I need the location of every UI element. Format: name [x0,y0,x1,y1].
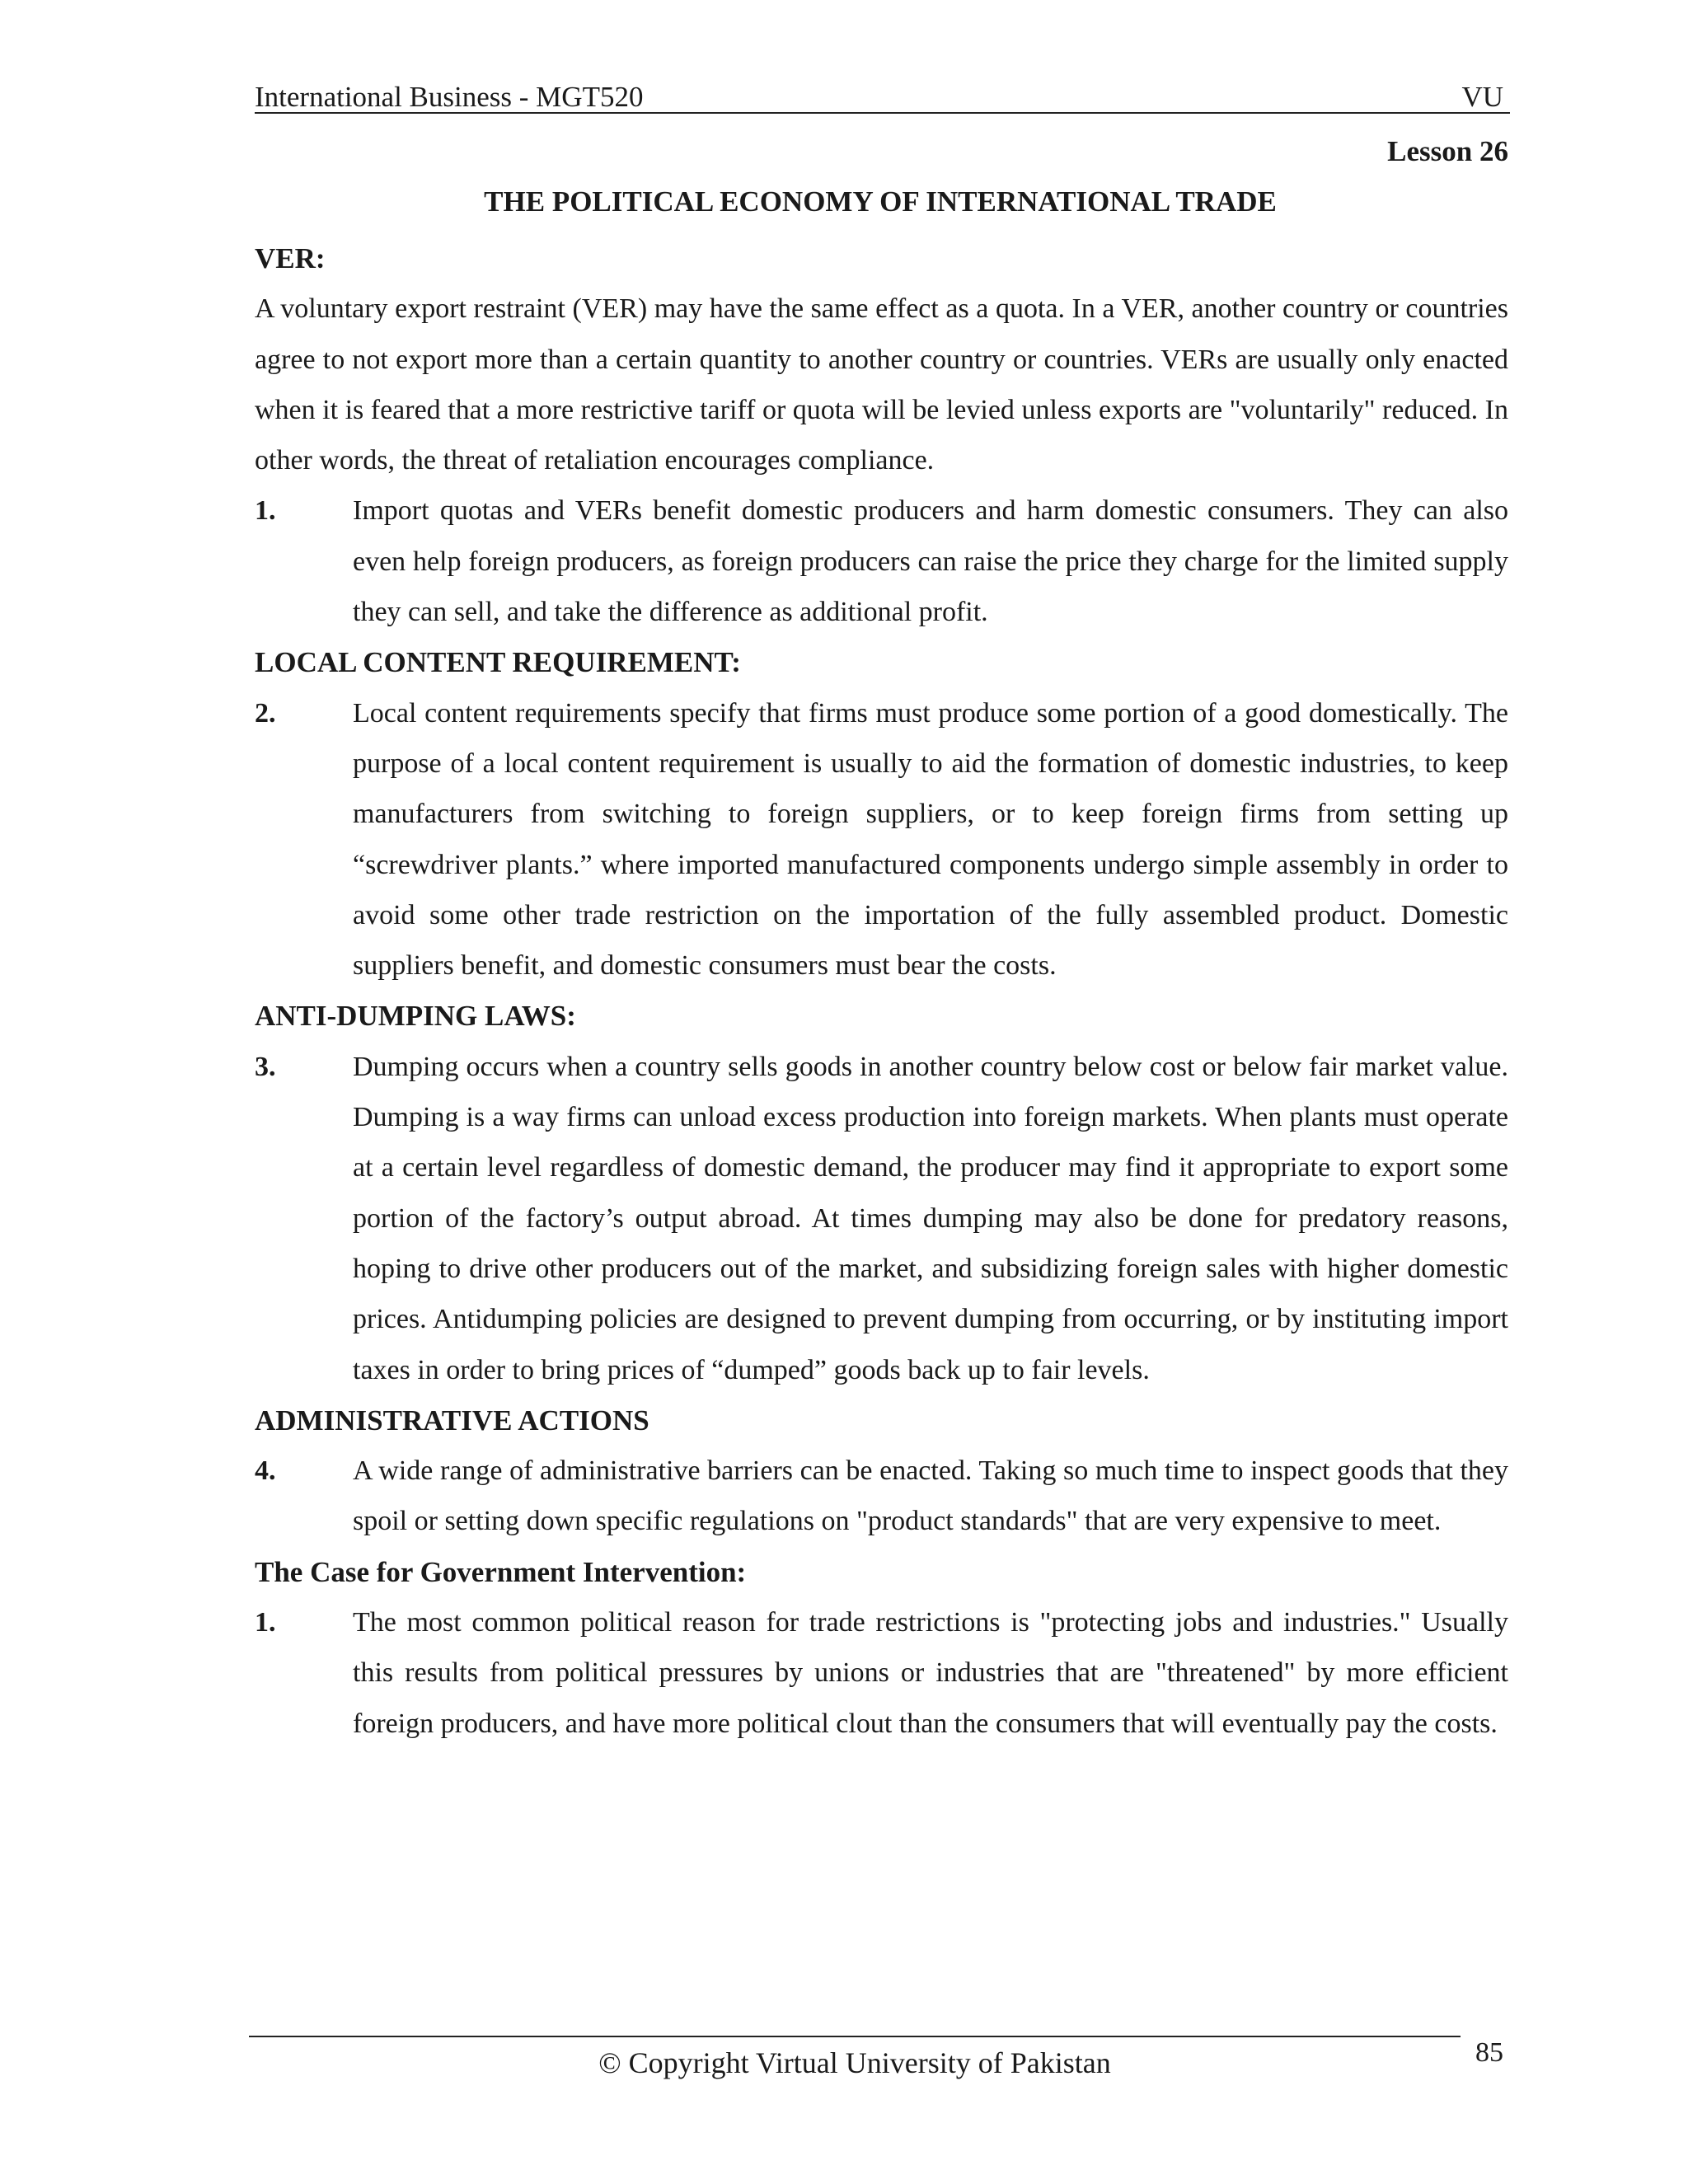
item-text: Dumping occurs when a country sells goods in another country below cost or below fair market value. Dumping is a way firms can unload excess production into foreign markets. When plants must operate at a certain level regardless of domestic demand, the producer may find it appropriate to export some portion of the factory’s output abroad. At times dumping may also be done for predatory reasons, hoping to drive other producers out of the market, and subsidizing foreign sales with higher domestic prices. Antidumping policies are designed to prevent dumping from occurring, or by instituting import taxes in order to bring prices of “dumped” goods back up to fair levels. [353,1051,1508,1385]
item-number: 4. [255,1455,276,1487]
item-text: The most common political reason for trade restrictions is "protecting jobs and industries." Usually this results from political pressures by unions or industries that are "threatened" by more efficient foreign producers, and have more political clout than the consumers that will eventually pay the costs. [353,1607,1508,1739]
item-number: 1. [255,495,276,527]
section-heading-government-intervention: The Case for Government Intervention: [255,1555,747,1588]
list-item [255,485,1508,637]
footer-divider [249,2036,1461,2037]
item-text: Import quotas and VERs benefit domestic producers and harm domestic consumers. They can also even help foreign producers, as foreign producers can raise the price they charge for the limited supply they can sell, and take the difference as additional profit. [353,495,1508,628]
page-title: THE POLITICAL ECONOMY OF INTERNATIONAL TRADE [484,185,1277,218]
item-number: 3. [255,1051,276,1082]
institution-code: VU [1461,81,1503,113]
item-text: Local content requirements specify that firms must produce some portion of a good domestically. The purpose of a local content requirement is usually to aid the formation of domestic industries, to keep manufacturers from switching to foreign suppliers, or to keep foreign firms from setting up “screwdriver plants.” where imported manufactured components undergo simple assembly in order to avoid some other trade restriction on the importation of the fully assembled product. Domestic suppliers benefit, and domestic consumers must bear the costs. [353,697,1508,982]
document-body [255,233,1508,1749]
list-item [255,688,1508,991]
list-item [255,1446,1508,1547]
item-number: 2. [255,697,276,729]
page-header [255,76,1510,114]
copyright-notice: © Copyright Virtual University of Pakistan [598,2046,1111,2079]
ver-paragraph: A voluntary export restraint (VER) may have the same effect as a quota. In a VER, another country or countries agree to not export more than a certain quantity to another country or countries. VERs are usually only enacted when it is feared that a more restrictive tariff or quota will be levied unless exports are "voluntarily" reduced. In other words, the threat of retaliation encourages compliance. [255,293,1508,476]
item-number: 1. [255,1607,276,1638]
item-text: A wide range of administrative barriers can be enacted. Taking so much time to inspect goods that they spoil or setting down specific regulations on "product standards" that are very expensive to meet. [353,1455,1508,1537]
list-item [255,1042,1508,1395]
section-heading-administrative: ADMINISTRATIVE ACTIONS [255,1404,649,1436]
section-heading-anti-dumping: ANTI-DUMPING LAWS: [255,1000,576,1033]
course-title: International Business - MGT520 [255,81,644,113]
section-heading-ver: VER: [255,242,326,274]
list-item [255,1597,1508,1749]
section-heading-local-content: LOCAL CONTENT REQUIREMENT: [255,646,741,679]
lesson-number: Lesson 26 [1387,135,1508,167]
page-number: 85 [1475,2037,1503,2068]
